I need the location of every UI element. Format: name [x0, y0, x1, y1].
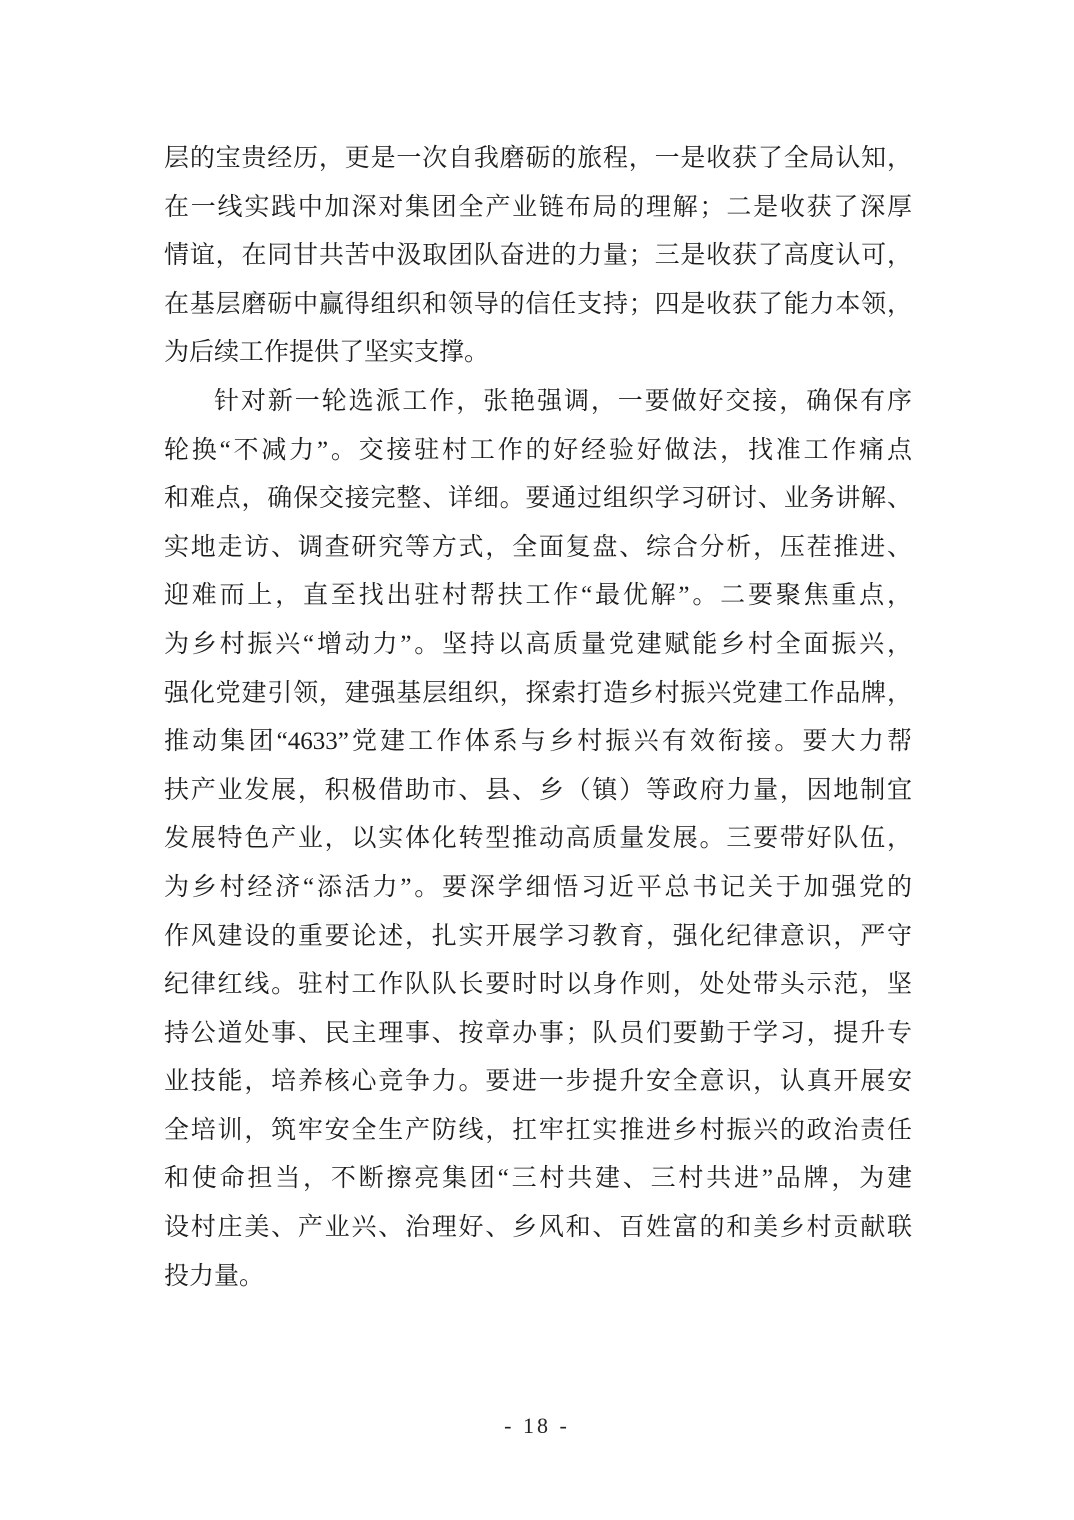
text-line: 全培训，筑牢安全生产防线，扛牢扛实推进乡村振兴的政治责任 [164, 1116, 912, 1144]
page-number: - 18 - [504, 1413, 570, 1438]
text-line: 扶产业发展，积极借助市、县、乡（镇）等政府力量，因地制宜 [164, 776, 912, 804]
text-line: 为乡村振兴“增动力”。坚持以高质量党建赋能乡村全面振兴， [164, 630, 912, 658]
text-line: 业技能，培养核心竞争力。要进一步提升安全意识，认真开展安 [164, 1068, 912, 1096]
text-line: 在基层磨砺中赢得组织和领导的信任支持；四是收获了能力本领， [164, 290, 912, 318]
text-line: 设村庄美、产业兴、治理好、乡风和、百姓富的和美乡村贡献联 [164, 1214, 912, 1242]
text-line: 作风建设的重要论述，扎实开展学习教育，强化纪律意识，严守 [164, 922, 912, 950]
text-line: 强化党建引领，建强基层组织，探索打造乡村振兴党建工作品牌， [164, 679, 912, 707]
text-line: 情谊，在同甘共苦中汲取团队奋进的力量；三是收获了高度认可， [164, 242, 912, 270]
text-line: 轮换“不减力”。交接驻村工作的好经验好做法，找准工作痛点 [164, 436, 912, 464]
text-line: 为乡村经济“添活力”。要深学细悟习近平总书记关于加强党的 [164, 873, 912, 901]
text-line: 针对新一轮选派工作，张艳强调，一要做好交接，确保有序 [214, 387, 912, 415]
text-line: 和使命担当，不断擦亮集团“三村共建、三村共进”品牌，为建 [164, 1165, 912, 1193]
text-line: 和难点，确保交接完整、详细。要通过组织学习研讨、业务讲解、 [164, 485, 912, 513]
text-line: 推动集团“4633”党建工作体系与乡村振兴有效衔接。要大力帮 [164, 728, 912, 756]
text-line: 持公道处事、民主理事、按章办事；队员们要勤于学习，提升专 [164, 1019, 912, 1047]
text-line: 实地走访、调查研究等方式，全面复盘、综合分析，压茬推进、 [164, 533, 912, 561]
text-line: 在一线实践中加深对集团全产业链布局的理解；二是收获了深厚 [164, 193, 912, 221]
text-line: 发展特色产业，以实体化转型推动高质量发展。三要带好队伍， [164, 825, 912, 853]
document-body [164, 135, 912, 1301]
text-line: 为后续工作提供了坚实支撑。 [164, 339, 490, 367]
text-line: 纪律红线。驻村工作队队长要时时以身作则，处处带头示范，坚 [164, 971, 912, 999]
text-line: 层的宝贵经历，更是一次自我磨砺的旅程，一是收获了全局认知， [164, 145, 912, 172]
text-line: 迎难而上，直至找出驻村帮扶工作“最优解”。二要聚焦重点， [164, 582, 912, 610]
text-line: 投力量。 [164, 1262, 265, 1290]
